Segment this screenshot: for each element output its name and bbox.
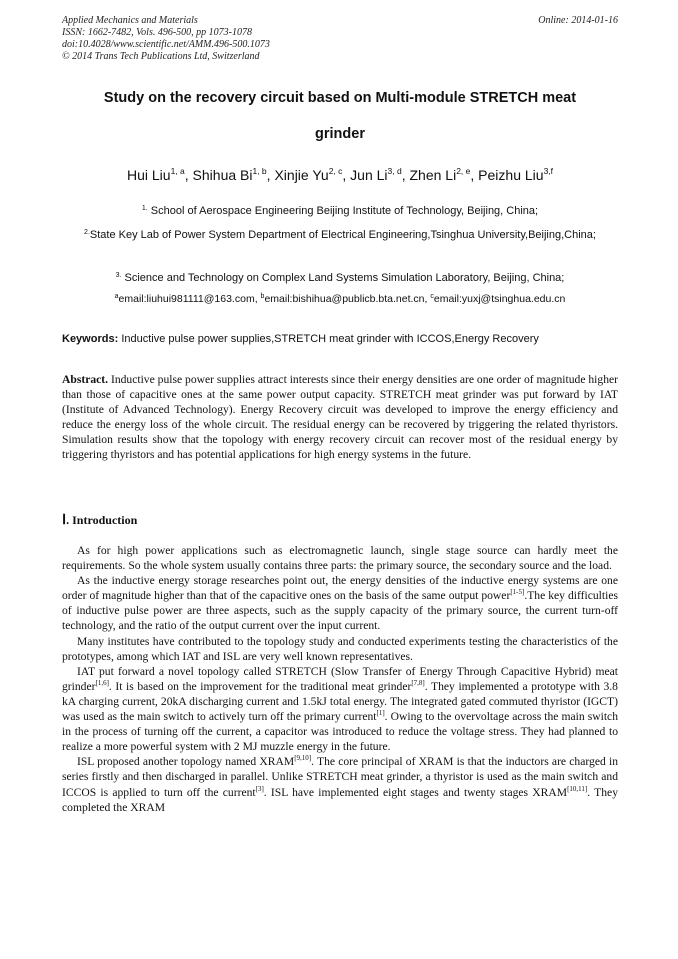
intro-paragraph-2 xyxy=(62,573,618,633)
journal-name: Applied Mechanics and Materials xyxy=(62,15,198,26)
citation[interactable]: [1-5] xyxy=(510,588,525,597)
affiliation-3 xyxy=(62,269,618,287)
paragraph-text: . Owing to the overvoltage across the main switch in the process of turning off the current, a capacitor was introduced to reduce the voltage stress. They had planned to realize a more powerful system with 2 MJ muzzle energy in the future. xyxy=(62,710,618,754)
intro-paragraph-4 xyxy=(62,664,618,755)
author-affiliation-mark: 1, a xyxy=(170,166,185,176)
paragraph-text: .The key difficulties of inductive pulse power are three aspects, such as the supply capacity of the primary source, the current turn-off technology, and the ratio of the output current over the input current. xyxy=(62,589,618,633)
email-mark: c xyxy=(430,293,434,300)
author-affiliation-mark: 2, c xyxy=(328,166,343,176)
affiliation-2 xyxy=(62,226,618,244)
paragraph-text: As the inductive energy storage researches point out, the energy densities of the inductive energy systems are one order of magnitude higher than that of the capacitive ones on the basis of the same output power xyxy=(62,574,618,603)
email-mark: a xyxy=(114,293,119,300)
affiliation-text: School of Aerospace Engineering Beijing Institute of Technology, Beijing, China; xyxy=(150,205,539,217)
section-heading-introduction xyxy=(62,512,137,529)
issn-line: ISSN: 1662-7482, Vols. 496-500, pp 1073-1078 xyxy=(62,27,252,38)
email-mark: b xyxy=(260,293,265,300)
doi-line[interactable]: doi:10.4028/www.scientific.net/AMM.496-500.1073 xyxy=(62,39,270,50)
author-affiliation-mark: 3,f xyxy=(543,166,554,176)
author-name: Zhen Li xyxy=(409,167,457,183)
keywords xyxy=(62,333,618,345)
author-name: Jun Li xyxy=(350,167,388,183)
affiliation-mark: 1. xyxy=(141,205,148,212)
intro-paragraph-5 xyxy=(62,754,618,814)
email-link[interactable]: email:bishihua@publicb.bta.net.cn, xyxy=(264,293,428,305)
citation[interactable]: [7,8] xyxy=(411,678,425,687)
affiliation-mark: 3. xyxy=(115,272,122,279)
author-affiliation-mark: 1, b xyxy=(252,166,267,176)
paper-title-line-2: grinder xyxy=(315,126,365,142)
journal-header xyxy=(62,15,618,63)
author-list: Hui Liu$^{1, a}$, Shihua Bi$^{1, b}$, Xinjie Yu$^{2, c}$, Jun Li$^{3, d}$, Zhen Li$^{2, e}$, Peizhu Liu$^{3,f}$ xyxy=(126,166,554,183)
paragraph-text: . The core principal of XRAM is that the inductors are charged in series firstly and then discharged in parallel. Unlike STRETCH meat grinder, a thyristor is used as the main switch and ICCOS is applied to turn off the current xyxy=(62,755,618,799)
paragraph-text: IAT put forward a novel topology called STRETCH (Slow Transfer of Energy Through Capacitive Hybrid) meat grinder xyxy=(62,664,618,693)
keywords-label: Keywords: xyxy=(62,333,119,345)
paragraph-text: . They completed the XRAM xyxy=(62,785,618,814)
paragraph-text: . ISL have implemented eight stages and twenty stages XRAM xyxy=(263,785,568,799)
abstract-text: Inductive pulse power supplies attract interests since their energy densities are one order of magnitude higher than those of capacitive ones at the same power output capacity. STRETCH meat grinder was put forward by IAT (Institute of Advanced Technology). Energy Recovery circuit was developed to improve the energy efficiency and reduce the energy loss of the whole circuit. The residual energy can be recovered by triggering the related thyristors. Simulation results show that the topology with energy recovery circuit can recover most of the residual energy by triggering thyristors and has potential applications for high energy systems in the future. xyxy=(62,373,618,462)
author-name: Shihua Bi xyxy=(192,167,253,183)
email-link[interactable]: email:yuxj@tsinghua.edu.cn xyxy=(433,293,566,305)
email-link[interactable]: email:liuhui981111@163.com, xyxy=(118,293,258,305)
affiliation-mark: 2. xyxy=(84,229,90,236)
intro-paragraph-1: As for high power applications such as electromagnetic launch, single stage source can hardly meet the requirements. So the whole system usually contains three parts: the primary source, the secondary source and the load. xyxy=(62,544,618,573)
citation[interactable]: [9,10] xyxy=(294,754,312,763)
author-name: Xinjie Yu xyxy=(274,167,329,183)
author-name: Peizhu Liu xyxy=(478,167,544,183)
affiliation-text: State Key Lab of Power System Department of Electrical Engineering,Tsinghua University,Beijing,China; xyxy=(89,229,596,241)
citation[interactable]: [3] xyxy=(255,784,264,793)
author-name: Hui Liu xyxy=(126,167,171,183)
email-list xyxy=(62,293,618,305)
author-affiliation-mark: 2, e xyxy=(456,166,471,176)
paper-title-line-1: Study on the recovery circuit based on Multi-module STRETCH meat xyxy=(103,90,577,106)
section-title: . Introduction xyxy=(66,513,138,527)
paragraph-text: ISL proposed another topology named XRAM xyxy=(77,755,295,769)
paragraph-text: . They implemented a prototype with 3.8 kA charging current, 20kA discharging current and 1.5kJ total energy. The integrated gated commuted thyristor (IGCT) was used as the main switch to actively turn off the primary current xyxy=(62,679,618,724)
online-date: Online: 2014-01-16 xyxy=(538,15,618,26)
copyright-line: © 2014 Trans Tech Publications Ltd, Switzerland xyxy=(62,51,260,62)
affiliation-1 xyxy=(62,202,618,220)
abstract-label: Abstract. xyxy=(62,373,109,386)
section-number: Ⅰ xyxy=(62,513,67,528)
abstract xyxy=(62,372,618,463)
citation[interactable]: [10,11] xyxy=(567,784,588,793)
paragraph-text: . It is based on the improvement for the traditional meat grinder xyxy=(108,679,412,693)
citation[interactable]: [1,6] xyxy=(95,678,109,687)
citation[interactable]: [1] xyxy=(376,709,385,718)
affiliation-text: Science and Technology on Complex Land Systems Simulation Laboratory, Beijing, China; xyxy=(124,272,565,284)
keywords-text: Inductive pulse power supplies,STRETCH meat grinder with ICCOS,Energy Recovery xyxy=(121,333,539,345)
introduction-body xyxy=(62,543,618,815)
intro-paragraph-3: Many institutes have contributed to the topology study and conducted experiments testing the characteristics of the prototypes, among which IAT and ISL are very well known representatives. xyxy=(62,634,618,663)
author-affiliation-mark: 3, d xyxy=(387,166,402,176)
abstract-paragraph xyxy=(62,372,618,463)
